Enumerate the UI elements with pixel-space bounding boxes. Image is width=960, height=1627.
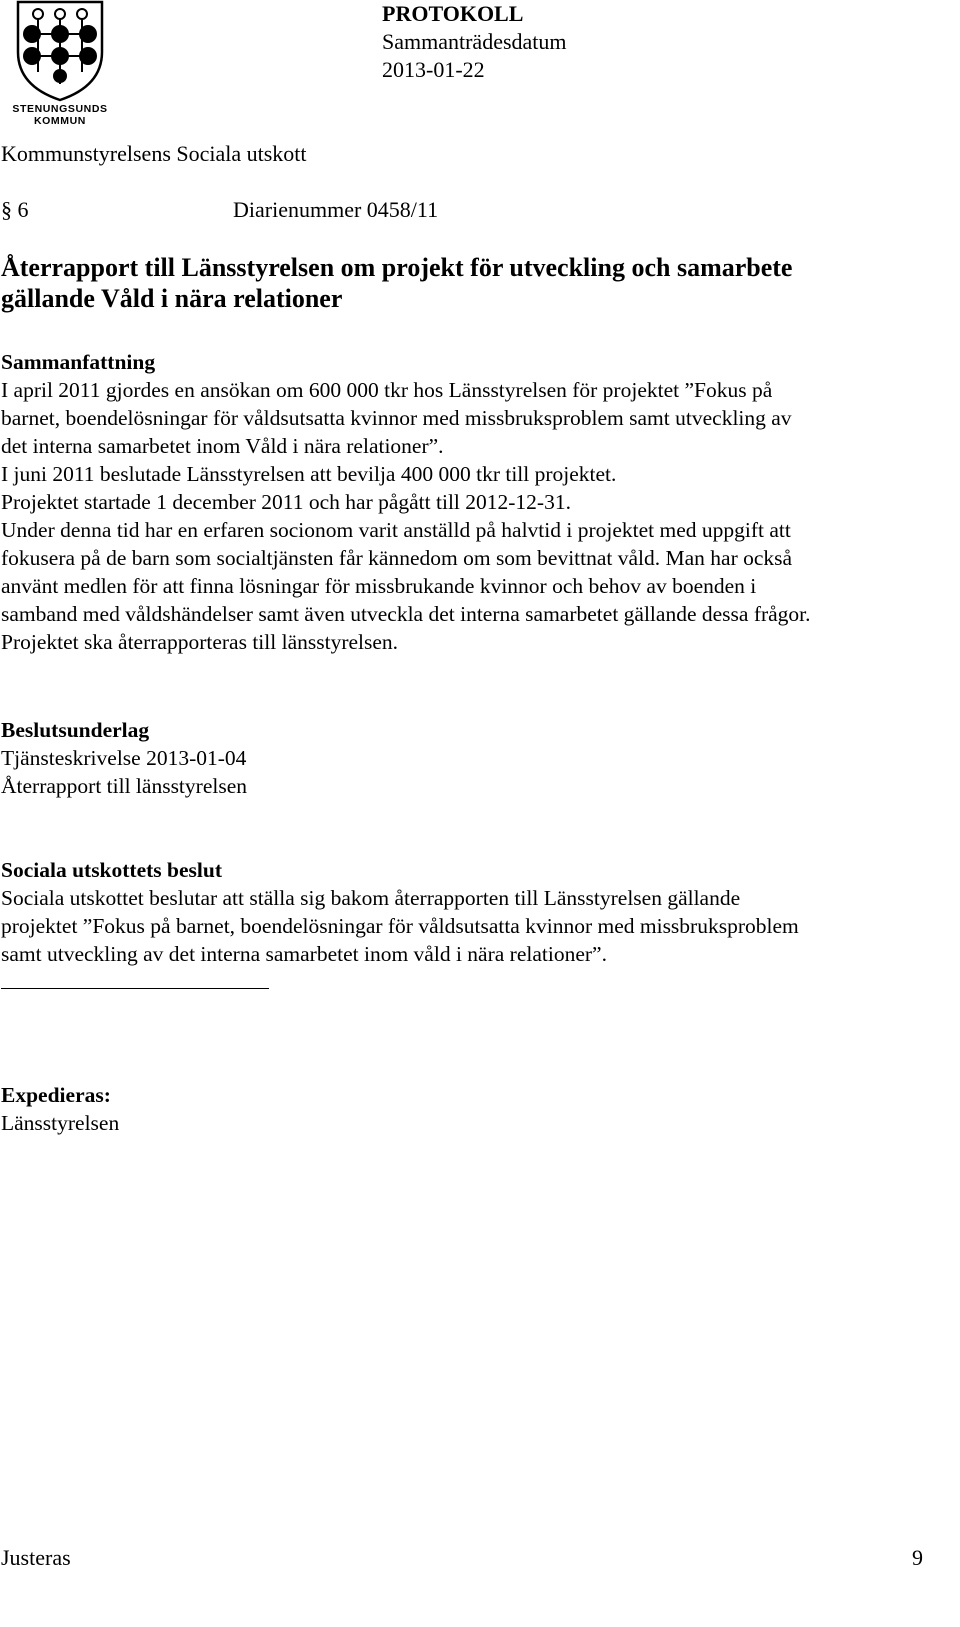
meeting-date: 2013-01-22 <box>382 57 485 82</box>
signature-line <box>1 988 269 989</box>
decision-section <box>1 856 941 968</box>
meeting-date-label: Sammanträdesdatum <box>382 29 567 54</box>
diarie-number: Diarienummer 0458/11 <box>233 197 439 222</box>
summary-section <box>1 348 941 656</box>
document-type: PROTOKOLL <box>382 1 524 26</box>
municipality-logo <box>2 0 118 130</box>
basis-item: Återrapport till länsstyrelsen <box>1 774 247 798</box>
summary-line: barnet, boendelösningar för våldsutsatta kvinnor med missbruksproblem samt utveckling av <box>1 406 792 430</box>
summary-line: Projektet startade 1 december 2011 och har pågått till 2012-12-31. <box>1 490 571 514</box>
summary-line: I april 2011 gjordes en ansökan om 600 000 tkr hos Länsstyrelsen för projektet ”Fokus på <box>1 378 773 402</box>
decision-line: Sociala utskottet beslutar att ställa sig bakom återrapporten till Länsstyrelsen gällande <box>1 886 741 910</box>
distribution-section <box>1 1081 941 1137</box>
paragraph-number: § 6 <box>1 197 29 222</box>
basis-item: Tjänsteskrivelse 2013-01-04 <box>1 746 247 770</box>
summary-line: Under denna tid har en erfaren socionom varit anställd på halvtid i projektet med uppgift att <box>1 518 791 542</box>
distribution-heading: Expedieras: <box>1 1083 111 1107</box>
basis-heading: Beslutsunderlag <box>1 718 150 742</box>
logo-text-line2: KOMMUN <box>33 115 86 127</box>
title-line: Återrapport till Länsstyrelsen om projekt för utveckling och samarbete <box>1 253 793 282</box>
decision-line: samt utveckling av det interna samarbetet inom våld i nära relationer”. <box>1 942 607 966</box>
committee-name: Kommunstyrelsens Sociala utskott <box>1 141 307 166</box>
page-number: 9 <box>912 1545 923 1570</box>
decision-heading: Sociala utskottets beslut <box>1 858 222 882</box>
logo-text-line1: STENUNGSUNDS <box>12 103 108 115</box>
footer-justeras: Justeras <box>1 1545 71 1570</box>
summary-line: fokusera på de barn som socialtjänsten får kännedom om som bevittnat våld. Man har också <box>1 546 793 570</box>
summary-line: I juni 2011 beslutade Länsstyrelsen att bevilja 400 000 tkr till projektet. <box>1 462 617 486</box>
distribution-recipient: Länsstyrelsen <box>1 1111 120 1135</box>
summary-line: det interna samarbetet inom Våld i nära relationer”. <box>1 434 444 458</box>
summary-line: Projektet ska återrapporteras till länsstyrelsen. <box>1 630 399 654</box>
summary-line: samband med våldshändelser samt även utveckla det interna samarbetet gällande dessa frågor. <box>1 602 811 626</box>
summary-heading: Sammanfattning <box>1 350 156 374</box>
coat-of-arms-icon <box>2 0 118 104</box>
decision-line: projektet ”Fokus på barnet, boendelösningar för våldsutsatta kvinnor med missbruksproblem <box>1 914 799 938</box>
title-line: gällande Våld i nära relationer <box>1 284 343 313</box>
document-title <box>1 252 792 314</box>
basis-section <box>1 716 941 800</box>
summary-line: använt medlen för att finna lösningar för missbrukande kvinnor och behov av boenden i <box>1 574 757 598</box>
